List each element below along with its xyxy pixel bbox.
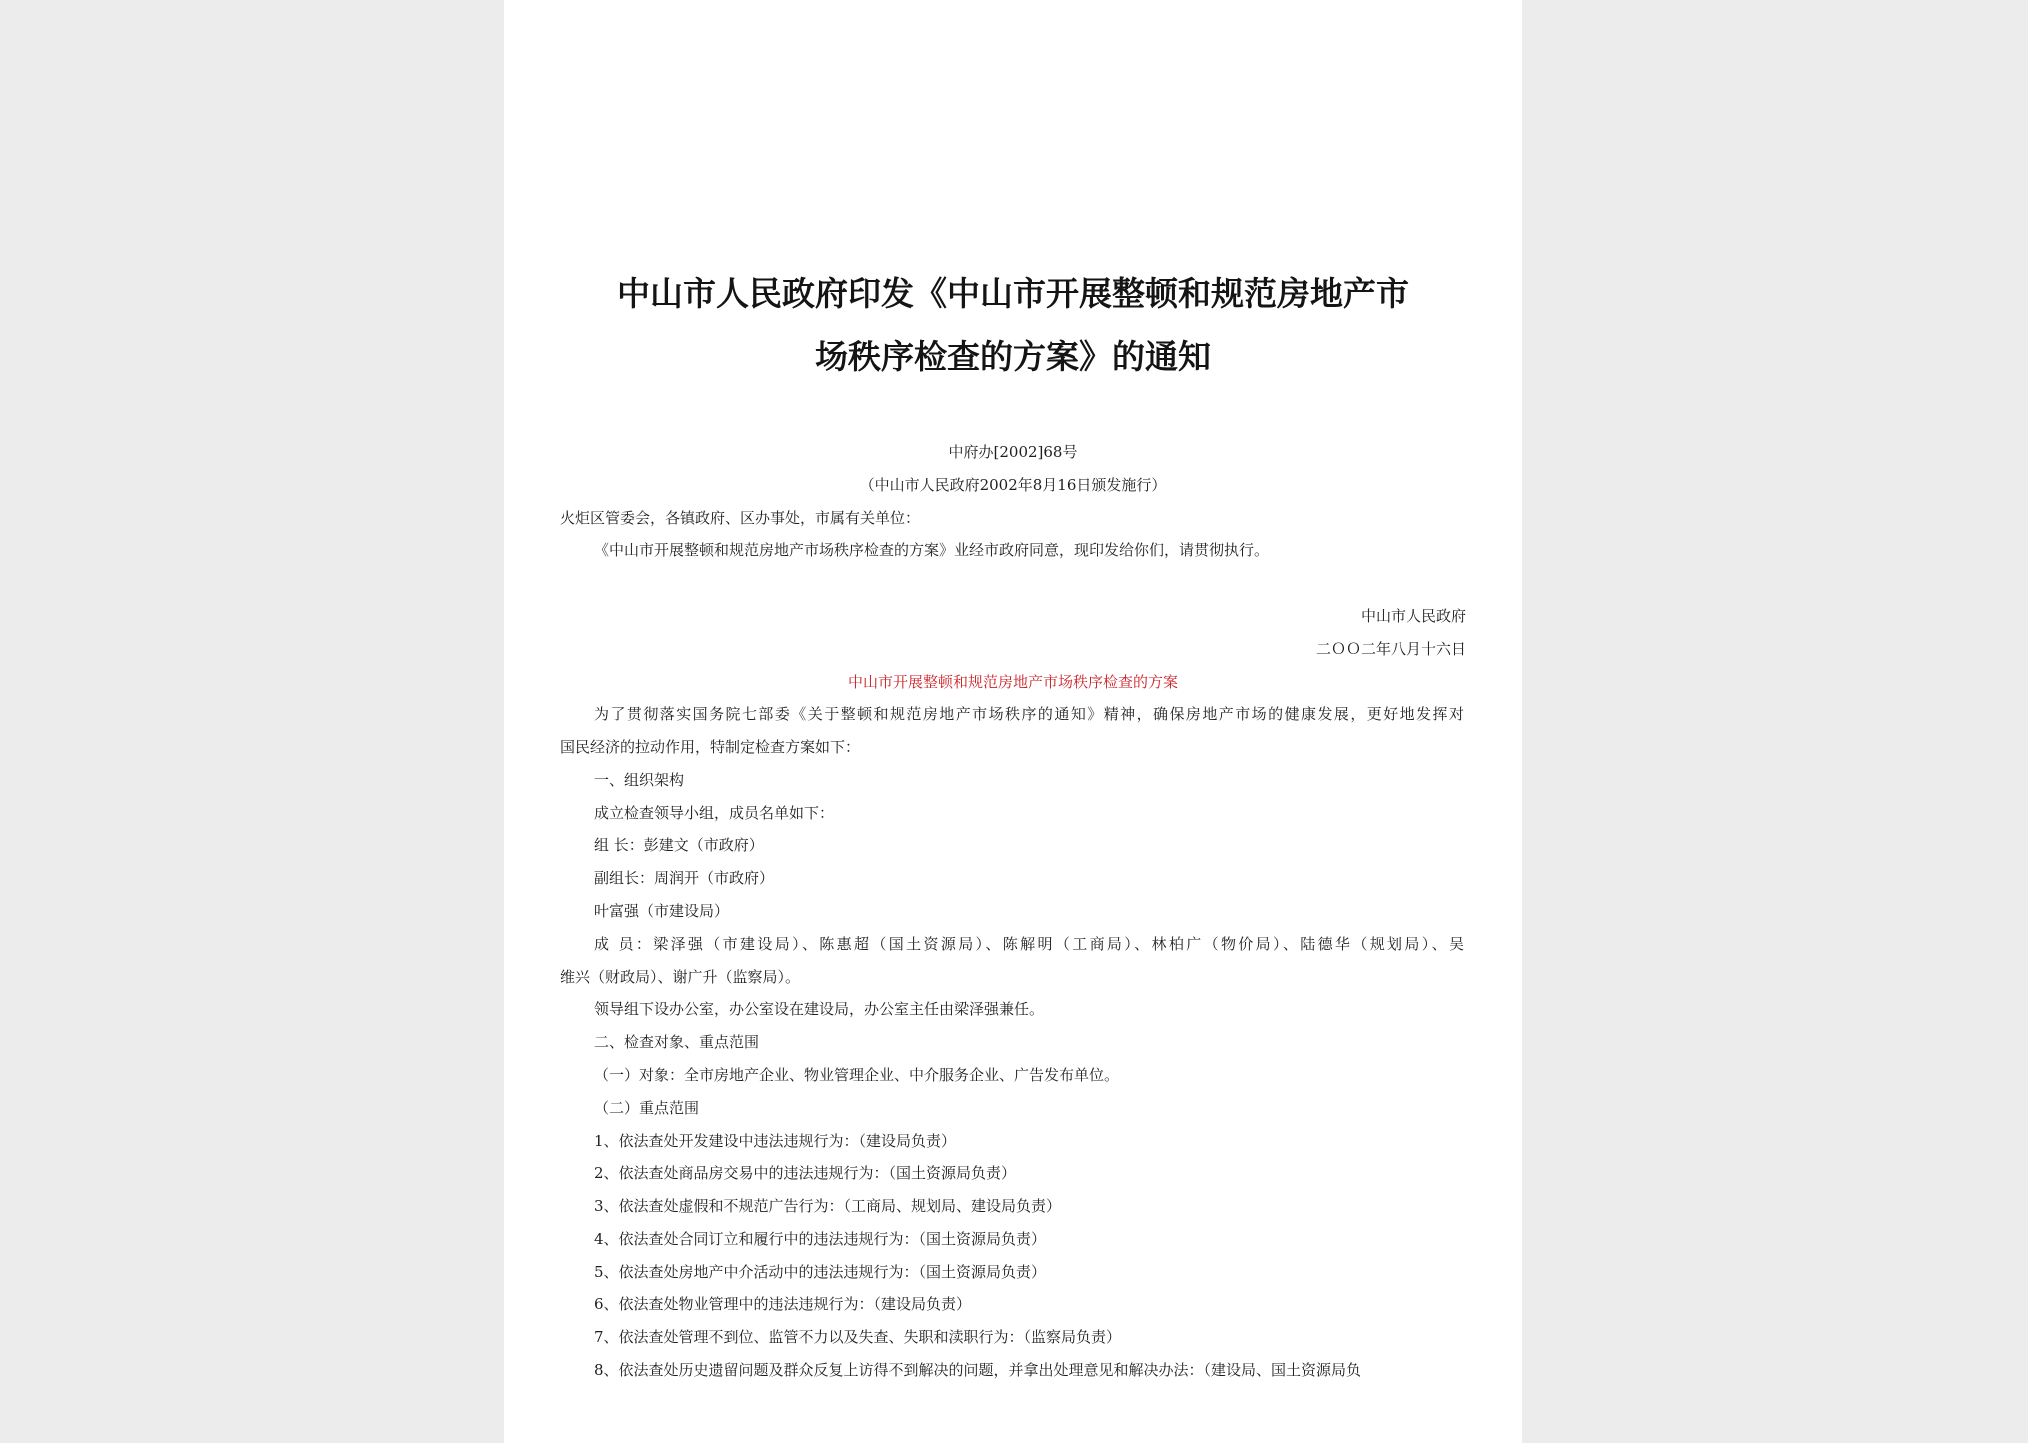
scope-item: 2、依法查处商品房交易中的违法违规行为：（国土资源局负责） [594, 1164, 1017, 1182]
plan-intro-line-1: 为了贯彻落实国务院七部委《关于整顿和规范房地产市场秩序的通知》精神，确保房地产市场的健康发展，更好地发挥对 [594, 705, 1464, 723]
group-leader: 组 长：彭建文（市政府） [594, 836, 764, 854]
deputy-leader: 副组长：周润开（市政府） [594, 869, 775, 887]
deputy-leader-2: 叶富强（市建设局） [594, 902, 730, 920]
section-heading-organization: 一、组织架构 [594, 771, 685, 789]
scope-item: 1、依法查处开发建设中违法违规行为：（建设局负责） [594, 1132, 957, 1150]
scope-item: 6、依法查处物业管理中的违法违规行为：（建设局负责） [594, 1295, 972, 1313]
section-heading-scope: 二、检查对象、重点范围 [594, 1033, 760, 1051]
addressee: 火炬区管委会，各镇政府、区办事处，市属有关单位： [560, 509, 921, 527]
plan-intro-line-2: 国民经济的拉动作用，特制定检查方案如下： [560, 738, 861, 756]
issue-note: （中山市人民政府2002年8月16日颁发施行） [859, 476, 1167, 494]
scope-item: 4、依法查处合同订立和履行中的违法违规行为：（国土资源局负责） [594, 1230, 1047, 1248]
title-line-1: 中山市人民政府印发《中山市开展整顿和规范房地产市 [617, 274, 1409, 313]
office-note: 领导组下设办公室，办公室设在建设局，办公室主任由梁泽强兼任。 [594, 1000, 1045, 1018]
inspection-targets: （一）对象：全市房地产企业、物业管理企业、中介服务企业、广告发布单位。 [594, 1066, 1120, 1084]
document-title [504, 262, 1522, 388]
scope-item: 5、依法查处房地产中介活动中的违法违规行为：（国土资源局负责） [594, 1263, 1047, 1281]
title-line-2: 场秩序检查的方案》的通知 [815, 337, 1211, 376]
signature: 中山市人民政府 [1360, 607, 1466, 625]
plan-title: 中山市开展整顿和规范房地产市场秩序检查的方案 [847, 673, 1178, 691]
members-line-1: 成 员：梁泽强（市建设局）、陈惠超（国土资源局）、陈解明（工商局）、林柏广（物价局）、陆德华（规划局）、吴 [594, 935, 1464, 953]
scope-item: 8、依法查处历史遗留问题及群众反复上访得不到解决的问题，并拿出处理意见和解决办法：（建设局、国土资源局负 [594, 1361, 1362, 1379]
document-number: 中府办[2002]68号 [948, 443, 1078, 461]
section-intro-organization: 成立检查领导小组，成员名单如下： [594, 804, 835, 822]
scope-item: 3、依法查处虚假和不规范广告行为：（工商局、规划局、建设局负责） [594, 1197, 1062, 1215]
scope-item: 7、依法查处管理不到位、监管不力以及失查、失职和渎职行为：（监察局负责） [594, 1328, 1122, 1346]
document-page [504, 0, 1522, 1443]
scope-heading: （二）重点范围 [594, 1099, 700, 1117]
document-date: 二ＯＯ二年八月十六日 [1315, 640, 1466, 658]
members-line-2: 维兴（财政局）、谢广升（监察局）。 [560, 968, 801, 986]
body-text: 《中山市开展整顿和规范房地产市场秩序检查的方案》业经市政府同意，现印发给你们，请贯彻执行。 [594, 541, 1270, 559]
